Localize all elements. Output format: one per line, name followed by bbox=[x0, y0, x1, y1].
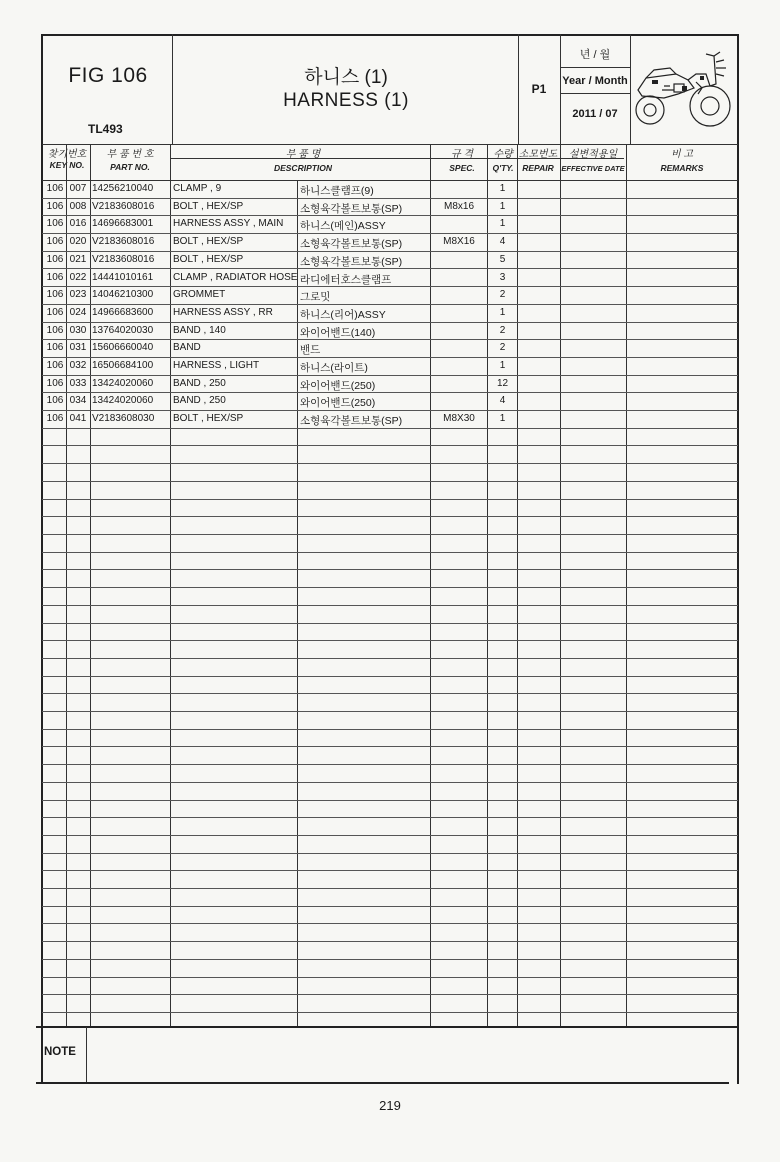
tractor-illustration-icon bbox=[634, 46, 734, 132]
cell-desc-ko: 소형육각볼트보통(SP) bbox=[300, 256, 403, 268]
cell-fig: 106 bbox=[46, 289, 64, 300]
cell-desc-ko: 밴드 bbox=[300, 344, 321, 356]
grid-row-line bbox=[42, 198, 738, 199]
grid-row-line bbox=[42, 304, 738, 305]
col-remarks-ko: 비 고 bbox=[670, 149, 694, 160]
cell-fig: 106 bbox=[46, 307, 64, 318]
cell-fig: 106 bbox=[46, 201, 64, 212]
col-repair-en: REPAIR bbox=[522, 163, 554, 173]
frame-right bbox=[737, 34, 739, 1084]
grid-row-line bbox=[42, 764, 738, 765]
grid-row-line bbox=[42, 623, 738, 624]
cell-qty: 1 bbox=[499, 413, 506, 424]
cell-desc-en: BAND , 250 bbox=[173, 378, 226, 389]
grid-column-line bbox=[170, 144, 171, 1026]
cell-qty: 2 bbox=[499, 342, 506, 353]
cell-key: 007 bbox=[69, 183, 87, 194]
cell-spec: M8X30 bbox=[443, 413, 475, 424]
col-spec-en: SPEC. bbox=[449, 163, 475, 173]
col-effective-ko: 설변적용일 bbox=[568, 149, 618, 160]
cell-desc-ko: 소형육각볼트보통(SP) bbox=[300, 238, 403, 250]
grid-row-line bbox=[42, 817, 738, 818]
model-code: TL493 bbox=[88, 122, 123, 136]
cell-desc-en: BAND bbox=[173, 342, 201, 353]
grid-row-line bbox=[42, 906, 738, 907]
cell-key: 008 bbox=[69, 201, 87, 212]
grid-row-line bbox=[42, 587, 738, 588]
year-month-english: Year / Month bbox=[562, 75, 628, 87]
grid-row-line bbox=[42, 233, 738, 234]
grid-row-line bbox=[42, 923, 738, 924]
cell-desc-ko: 하니스(리어)ASSY bbox=[300, 309, 386, 321]
grid-row-line bbox=[42, 1012, 738, 1013]
grid-row-line bbox=[42, 977, 738, 978]
page-number: 219 bbox=[379, 1098, 401, 1113]
col-qty-en: Q'TY. bbox=[492, 163, 514, 173]
cell-part: V2183608016 bbox=[92, 254, 155, 265]
cell-desc-en: HARNESS ASSY , RR bbox=[173, 307, 273, 318]
cell-desc-ko: 와이어밴드(140) bbox=[300, 327, 376, 339]
grid-row-line bbox=[42, 800, 738, 801]
col-key-no-ko: 찾기번호 bbox=[47, 149, 87, 160]
cell-desc-en: HARNESS , LIGHT bbox=[173, 360, 260, 371]
col-desc-ko: 부 품 명 bbox=[285, 149, 321, 160]
col-part-no-ko: 부 품 번 호 bbox=[106, 149, 154, 160]
frame-left bbox=[41, 34, 43, 1084]
grid-row-line bbox=[42, 693, 738, 694]
grid-row-line bbox=[42, 463, 738, 464]
cell-fig: 106 bbox=[46, 272, 64, 283]
grid-row-line bbox=[42, 994, 738, 995]
cell-part: V2183608030 bbox=[92, 413, 155, 424]
cell-qty: 3 bbox=[499, 272, 506, 283]
cell-desc-en: BAND , 140 bbox=[173, 325, 226, 336]
grid-row-line bbox=[42, 410, 738, 411]
cell-part: 14046210300 bbox=[92, 289, 154, 300]
grid-row-line bbox=[42, 959, 738, 960]
cell-part: 15606660040 bbox=[92, 342, 154, 353]
col-repair-ko: 소모번도 bbox=[518, 149, 558, 160]
grid-column-line bbox=[517, 144, 518, 1026]
grid-row-line bbox=[42, 711, 738, 712]
cell-qty: 4 bbox=[499, 395, 506, 406]
cell-fig: 106 bbox=[46, 378, 64, 389]
cell-part: 13764020030 bbox=[92, 325, 154, 336]
grid-row-line bbox=[42, 782, 738, 783]
title-korean: 하니스 (1) bbox=[304, 67, 388, 88]
cell-qty: 2 bbox=[499, 325, 506, 336]
grid-row-line bbox=[42, 357, 738, 358]
col-qty-ko: 수량 bbox=[493, 149, 513, 160]
cell-qty: 1 bbox=[499, 360, 506, 371]
cell-qty: 1 bbox=[499, 218, 506, 229]
cell-desc-ko: 그로밋 bbox=[300, 291, 331, 303]
note-top-line bbox=[36, 1026, 738, 1028]
frame-top bbox=[41, 34, 738, 36]
cell-fig: 106 bbox=[46, 218, 64, 229]
grid-column-line bbox=[430, 144, 431, 1026]
col-part-no-en: PART NO. bbox=[110, 162, 150, 172]
cell-fig: 106 bbox=[46, 183, 64, 194]
cell-fig: 106 bbox=[46, 395, 64, 406]
year-month-korean: 년 / 월 bbox=[579, 49, 611, 61]
grid-row-line bbox=[42, 729, 738, 730]
grid-column-line bbox=[626, 144, 627, 1026]
col-spec-ko: 규 격 bbox=[450, 149, 474, 160]
cell-desc-ko: 하니스클램프(9) bbox=[300, 185, 374, 197]
cell-qty: 12 bbox=[496, 378, 509, 389]
frame-bottom bbox=[36, 1082, 729, 1084]
cell-desc-en: BOLT , HEX/SP bbox=[173, 201, 244, 212]
grid-row-line bbox=[42, 445, 738, 446]
title-english: HARNESS (1) bbox=[283, 90, 409, 111]
cell-fig: 106 bbox=[46, 254, 64, 265]
col-key-no-en: KEY NO. bbox=[49, 160, 85, 170]
cell-key: 030 bbox=[69, 325, 87, 336]
cell-part: 16506684100 bbox=[92, 360, 154, 371]
cell-part: 13424020060 bbox=[92, 378, 154, 389]
cell-qty: 5 bbox=[499, 254, 506, 265]
cell-part: 14256210040 bbox=[92, 183, 154, 194]
page-code: P1 bbox=[531, 82, 547, 96]
cell-spec: M8x16 bbox=[443, 201, 474, 212]
cell-desc-en: CLAMP , 9 bbox=[173, 183, 222, 194]
grid-row-line bbox=[42, 569, 738, 570]
col-desc-en: DESCRIPTION bbox=[273, 163, 333, 173]
col-effective-en: EFFECTIVE DATE bbox=[561, 164, 625, 173]
cell-desc-ko: 소형육각볼트보통(SP) bbox=[300, 415, 403, 427]
grid-row-line bbox=[42, 534, 738, 535]
year-month-value: 2011 / 07 bbox=[572, 108, 618, 120]
cell-desc-ko: 라디에터호스클램프 bbox=[300, 274, 392, 286]
grid-row-line bbox=[42, 516, 738, 517]
cell-part: V2183608016 bbox=[92, 201, 155, 212]
cell-part: V2183608016 bbox=[92, 236, 155, 247]
cell-qty: 2 bbox=[499, 289, 506, 300]
cell-key: 023 bbox=[69, 289, 87, 300]
cell-fig: 106 bbox=[46, 413, 64, 424]
cell-key: 024 bbox=[69, 307, 87, 318]
cell-desc-ko: 하니스(메인)ASSY bbox=[300, 220, 386, 232]
cell-qty: 1 bbox=[499, 201, 506, 212]
cell-key: 034 bbox=[69, 395, 87, 406]
grid-row-line bbox=[42, 640, 738, 641]
cell-desc-en: BOLT , HEX/SP bbox=[173, 236, 244, 247]
cell-desc-en: HARNESS ASSY , MAIN bbox=[173, 218, 284, 229]
cell-desc-en: CLAMP , RADIATOR HOSE bbox=[173, 272, 297, 283]
cell-qty: 1 bbox=[499, 183, 506, 194]
grid-column-line bbox=[90, 144, 91, 1026]
grid-row-line bbox=[42, 941, 738, 942]
cell-key: 031 bbox=[69, 342, 87, 353]
grid-row-line bbox=[42, 375, 738, 376]
grid-row-line bbox=[42, 870, 738, 871]
column-header-bottom-line bbox=[42, 180, 738, 181]
cell-part: 14696683001 bbox=[92, 218, 154, 229]
cell-key: 016 bbox=[69, 218, 87, 229]
cell-key: 032 bbox=[69, 360, 87, 371]
grid-row-line bbox=[42, 676, 738, 677]
cell-desc-ko: 하니스(라이트) bbox=[300, 362, 368, 374]
grid-row-line bbox=[42, 888, 738, 889]
cell-part: 14966683600 bbox=[92, 307, 154, 318]
cell-part: 14441010161 bbox=[92, 272, 154, 283]
cell-desc-ko: 와이어밴드(250) bbox=[300, 397, 376, 409]
grid-row-line bbox=[42, 251, 738, 252]
cell-spec: M8X16 bbox=[443, 236, 475, 247]
grid-row-line bbox=[42, 746, 738, 747]
cell-desc-ko: 와이어밴드(250) bbox=[300, 380, 376, 392]
grid-row-line bbox=[42, 605, 738, 606]
cell-key: 033 bbox=[69, 378, 87, 389]
cell-key: 022 bbox=[69, 272, 87, 283]
cell-qty: 1 bbox=[499, 307, 506, 318]
cell-fig: 106 bbox=[46, 236, 64, 247]
cell-desc-en: BOLT , HEX/SP bbox=[173, 254, 244, 265]
grid-column-line bbox=[560, 144, 561, 1026]
cell-desc-en: BOLT , HEX/SP bbox=[173, 413, 244, 424]
cell-qty: 4 bbox=[499, 236, 506, 247]
note-label: NOTE bbox=[44, 1046, 76, 1058]
cell-fig: 106 bbox=[46, 360, 64, 371]
cell-key: 020 bbox=[69, 236, 87, 247]
grid-row-line bbox=[42, 428, 738, 429]
grid-row-line bbox=[42, 853, 738, 854]
grid-row-line bbox=[42, 658, 738, 659]
grid-row-line bbox=[42, 481, 738, 482]
cell-desc-en: BAND , 250 bbox=[173, 395, 226, 406]
cell-fig: 106 bbox=[46, 342, 64, 353]
cell-desc-ko: 소형육각볼트보통(SP) bbox=[300, 203, 403, 215]
grid-row-line bbox=[42, 835, 738, 836]
grid-row-line bbox=[42, 499, 738, 500]
grid-row-line bbox=[42, 322, 738, 323]
grid-column-line bbox=[297, 180, 298, 1026]
col-remarks-en: REMARKS bbox=[660, 163, 704, 173]
figure-number: FIG 106 bbox=[68, 64, 148, 87]
cell-key: 021 bbox=[69, 254, 87, 265]
cell-fig: 106 bbox=[46, 325, 64, 336]
cell-desc-en: GROMMET bbox=[173, 289, 226, 300]
cell-key: 041 bbox=[69, 413, 87, 424]
cell-part: 13424020060 bbox=[92, 395, 154, 406]
grid-row-line bbox=[42, 552, 738, 553]
